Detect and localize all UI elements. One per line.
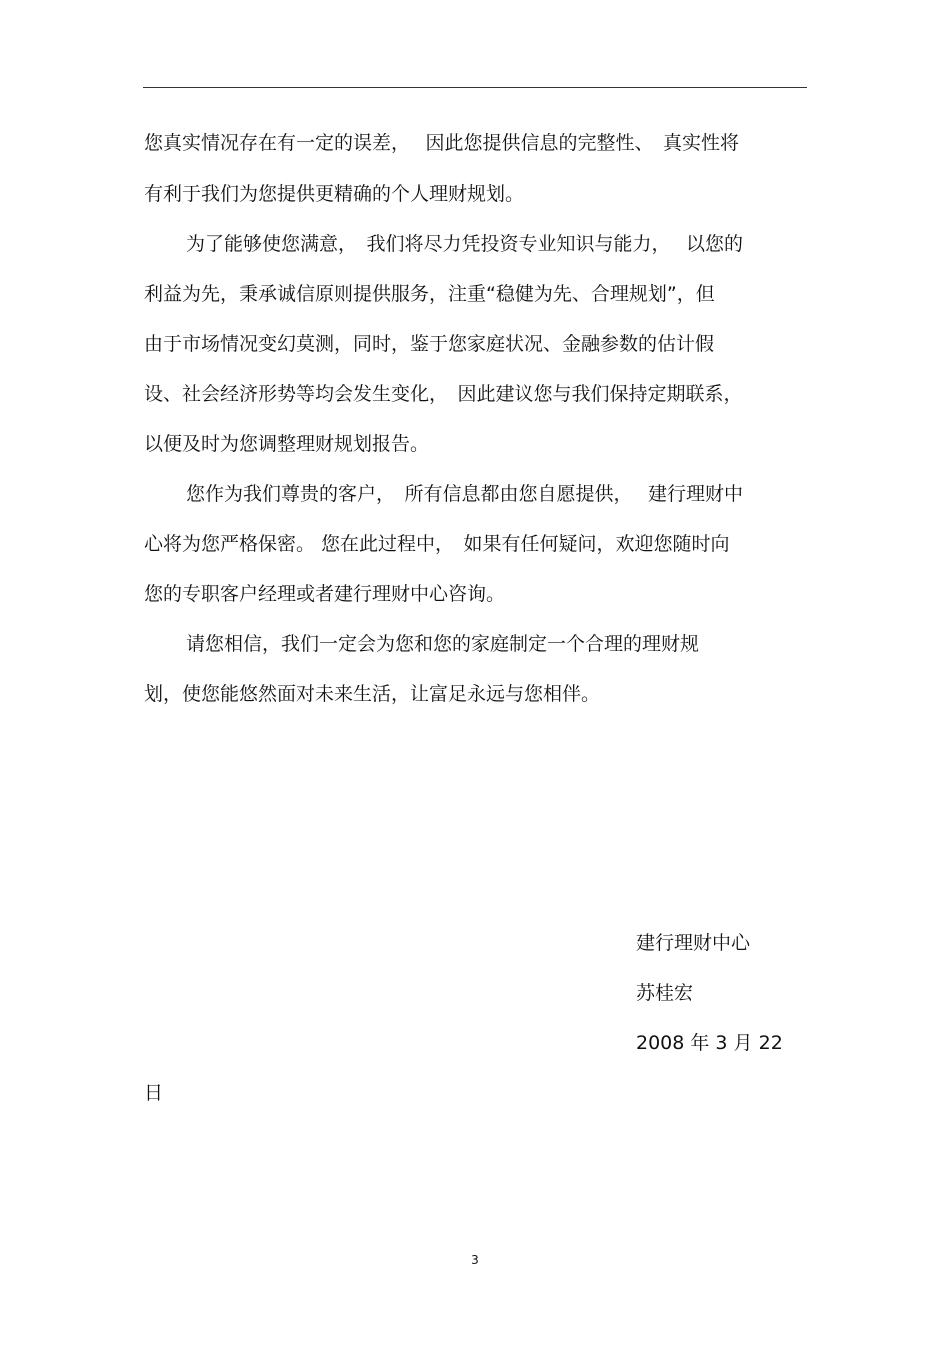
body-line: 由于市场情况变幻莫测，同时，鉴于您家庭状况、金融参数的估计假 (144, 333, 715, 355)
body-line: 以便及时为您调整理财规划报告。 (144, 433, 430, 455)
body-line: 划，使您能悠然面对未来生活，让富足永远与您相伴。 (144, 683, 601, 705)
page-number: 3 (471, 1253, 479, 1267)
body-line: 您的专职客户经理或者建行理财中心咨询。 (144, 583, 506, 605)
body-line: 您真实情况存在有一定的误差， 因此您提供信息的完整性、 真实性将 (144, 132, 740, 154)
signature-org: 建行理财中心 (636, 932, 751, 954)
body-line: 为了能够使您满意， 我们将尽力凭投资专业知识与能力， 以您的 (186, 233, 744, 255)
signature-date-tail: 日 (144, 1082, 164, 1104)
body-line: 利益为先，秉承诚信原则提供服务，注重“稳健为先、合理规划”，但 (144, 283, 715, 305)
signature-name: 苏桂宏 (636, 982, 694, 1004)
body-line: 设、社会经济形势等均会发生变化， 因此建议您与我们保持定期联系， (144, 383, 743, 405)
body-line: 心将为您严格保密。 您在此过程中， 如果有任何疑问，欢迎您随时向 (144, 533, 730, 555)
body-line: 请您相信，我们一定会为您和您的家庭制定一个合理的理财规 (186, 633, 700, 655)
signature-date: 2008 年 3 月 22 (636, 1032, 783, 1054)
body-line: 您作为我们尊贵的客户， 所有信息都由您自愿提供， 建行理财中 (186, 483, 744, 505)
header-rule (143, 87, 807, 88)
body-line: 有利于我们为您提供更精确的个人理财规划。 (144, 183, 525, 205)
